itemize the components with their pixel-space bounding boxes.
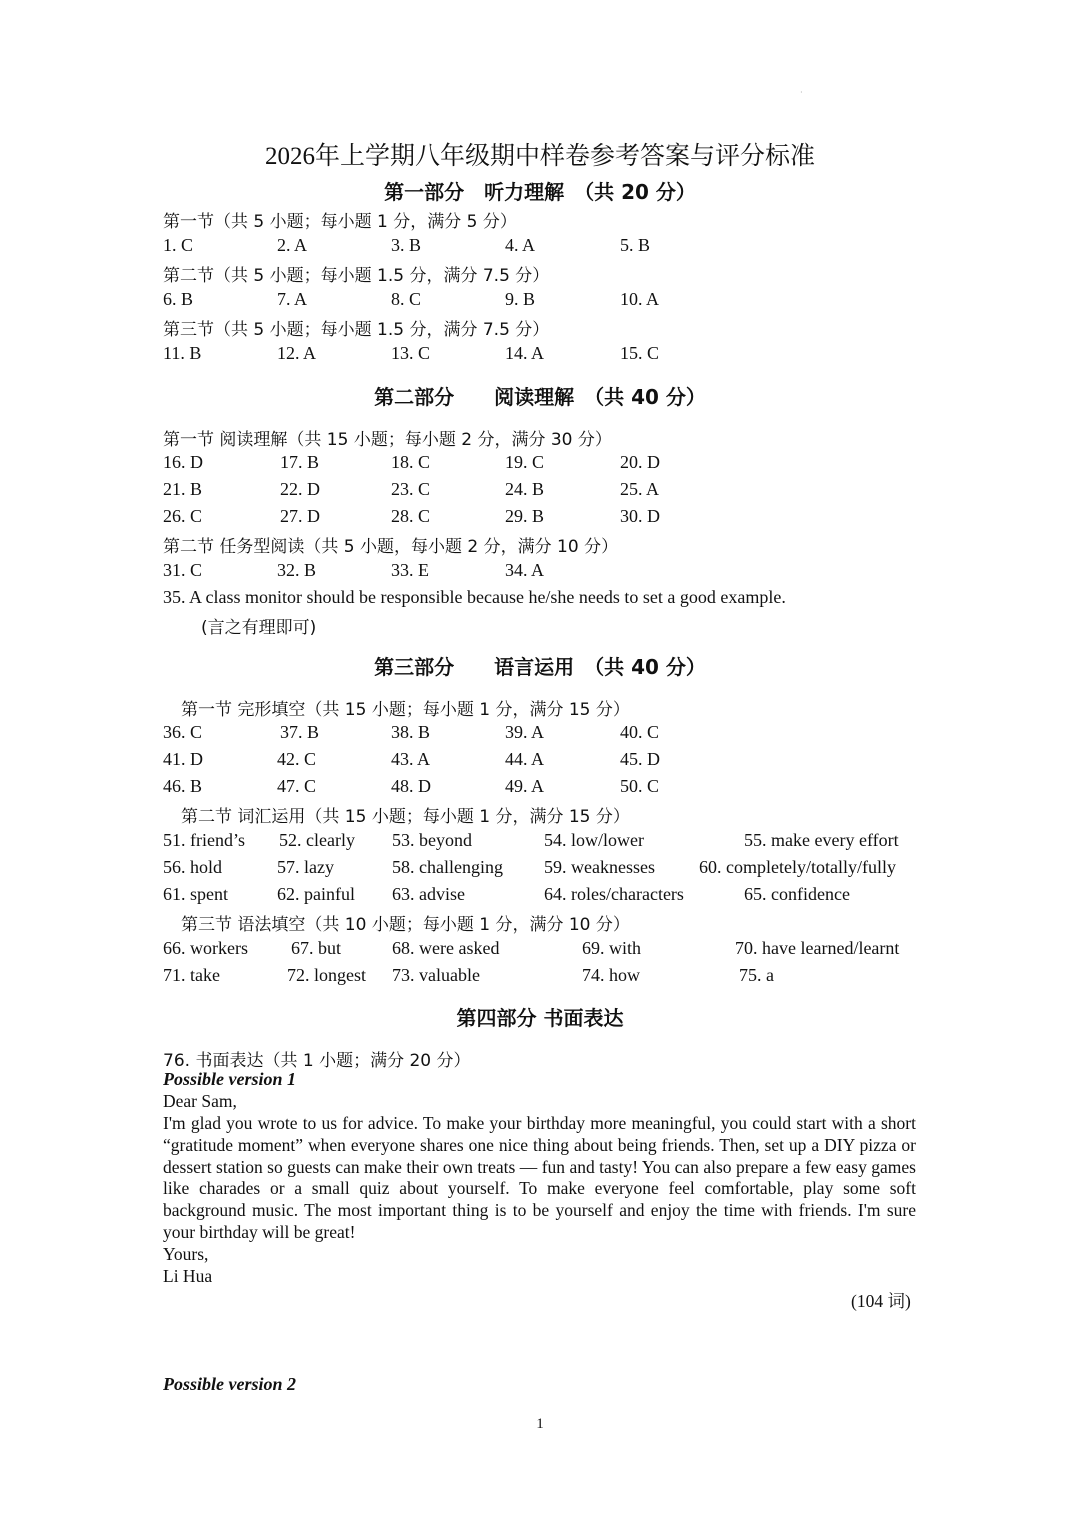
answer: 60. completely/totally/fully <box>699 857 896 877</box>
answer: 20. D <box>620 452 660 472</box>
page-number: 1 <box>536 1416 544 1432</box>
answer: 54. low/lower <box>544 830 644 850</box>
answer-row <box>0 884 1080 908</box>
answer: 11. B <box>163 343 202 363</box>
answer: 57. lazy <box>277 857 334 877</box>
answer: 75. a <box>739 965 774 985</box>
answer: 17. B <box>280 452 320 472</box>
answer-row <box>0 479 1080 503</box>
answer: 28. C <box>391 506 431 526</box>
answer: 49. A <box>505 776 545 796</box>
letter-body: I'm glad you wrote to us for advice. To make your birthday more meaningful, you could start with a short “gratitude moment” when everyone shares one nice thing about being friends. Then, set up a DIY pizza or dessert station so guests can make their own treats — fun and tasty! You can also prepare a few easy games like charades or a small quiz about yourself. To make everyone feel comfortable, play some soft background music. The most important thing is to be yourself and enjoy the time with friends. I'm sure your birthday will be great! <box>163 1113 916 1242</box>
letter-greeting: Dear Sam, <box>163 1091 237 1111</box>
part3-section3: 第三节 语法填空（共 10 小题；每小题 1 分，满分 10 分） <box>181 915 630 935</box>
answer: 69. with <box>582 938 642 958</box>
answer: 33. E <box>391 560 429 580</box>
answer: 5. B <box>620 235 651 255</box>
answer: 55. make every effort <box>744 830 899 850</box>
answer: 65. confidence <box>744 884 850 904</box>
answer: 53. beyond <box>392 830 472 850</box>
answer-row <box>0 938 1080 962</box>
answer: 44. A <box>505 749 545 769</box>
page-title: 2026年上学期八年级期中样卷参考答案与评分标准 <box>264 143 815 170</box>
letter-closing: Yours, <box>163 1244 209 1264</box>
answer: 46. B <box>163 776 203 796</box>
answer: 24. B <box>505 479 545 499</box>
answer: 47. C <box>277 776 317 796</box>
answer: 40. C <box>620 722 660 742</box>
answer: 32. B <box>277 560 317 580</box>
answer: 31. C <box>163 560 203 580</box>
part3-heading: 第三部分 语言运用 （共 40 分） <box>374 655 706 679</box>
q35-note: (言之有理即可) <box>201 618 317 638</box>
answer: 58. challenging <box>392 857 503 877</box>
word-count: (104 词) <box>851 1291 911 1311</box>
answer-row <box>0 830 1080 854</box>
q35-answer: 35. A class monitor should be responsible because he/she needs to set a good example. <box>163 587 786 607</box>
answer: 66. workers <box>163 938 248 958</box>
answer: 10. A <box>620 289 660 309</box>
answer: 61. spent <box>163 884 228 904</box>
answer: 12. A <box>277 343 317 363</box>
answer: 14. A <box>505 343 545 363</box>
answer: 70. have learned/learnt <box>735 938 900 958</box>
part3-section1: 第一节 完形填空（共 15 小题；每小题 1 分，满分 15 分） <box>181 700 630 720</box>
scan-mark: · <box>800 88 803 97</box>
part1-section1: 第一节（共 5 小题；每小题 1 分，满分 5 分） <box>163 212 517 232</box>
part4-heading: 第四部分 书面表达 <box>456 1006 624 1030</box>
answer: 25. A <box>620 479 660 499</box>
answer: 26. C <box>163 506 203 526</box>
answer: 51. friend’s <box>163 830 245 850</box>
answer-row <box>0 343 1080 367</box>
answer-row <box>0 776 1080 800</box>
answer: 23. C <box>391 479 431 499</box>
answer: 22. D <box>280 479 320 499</box>
answer: 45. D <box>620 749 660 769</box>
answer: 30. D <box>620 506 660 526</box>
answer: 21. B <box>163 479 203 499</box>
answer: 52. clearly <box>279 830 355 850</box>
answer: 64. roles/characters <box>544 884 684 904</box>
answer: 19. C <box>505 452 545 472</box>
answer: 18. C <box>391 452 431 472</box>
answer: 37. B <box>280 722 320 742</box>
answer-row <box>0 965 1080 989</box>
answer: 34. A <box>505 560 545 580</box>
answer: 29. B <box>505 506 545 526</box>
answer: 74. how <box>582 965 640 985</box>
answer: 6. B <box>163 289 194 309</box>
letter-signature: Li Hua <box>163 1266 213 1286</box>
answer: 1. C <box>163 235 194 255</box>
answer-row <box>0 506 1080 530</box>
answer: 59. weaknesses <box>544 857 655 877</box>
answer: 72. longest <box>287 965 366 985</box>
answer: 56. hold <box>163 857 223 877</box>
answer: 8. C <box>391 289 422 309</box>
answer: 9. B <box>505 289 536 309</box>
answer: 67. but <box>291 938 342 958</box>
answer: 42. C <box>277 749 317 769</box>
answer-row <box>0 857 1080 881</box>
answer: 43. A <box>391 749 431 769</box>
part1-heading: 第一部分 听力理解 （共 20 分） <box>384 180 696 204</box>
q76-label: 76. 书面表达（共 1 小题；满分 20 分） <box>163 1051 471 1071</box>
answer: 62. painful <box>277 884 355 904</box>
answer: 41. D <box>163 749 203 769</box>
answer: 38. B <box>391 722 431 742</box>
answer-row <box>0 560 1080 584</box>
answer-row <box>0 722 1080 746</box>
answer: 16. D <box>163 452 203 472</box>
version2-label: Possible version 2 <box>163 1374 296 1394</box>
answer: 2. A <box>277 235 308 255</box>
part1-section2: 第二节（共 5 小题；每小题 1.5 分，满分 7.5 分） <box>163 266 550 286</box>
part2-heading: 第二部分 阅读理解 （共 40 分） <box>374 385 706 409</box>
answer: 36. C <box>163 722 203 742</box>
answer: 27. D <box>280 506 320 526</box>
answer: 15. C <box>620 343 660 363</box>
answer: 13. C <box>391 343 431 363</box>
answer: 7. A <box>277 289 308 309</box>
part3-section2: 第二节 词汇运用（共 15 小题；每小题 1 分，满分 15 分） <box>181 807 630 827</box>
part1-section3: 第三节（共 5 小题；每小题 1.5 分，满分 7.5 分） <box>163 320 550 340</box>
answer-row <box>0 749 1080 773</box>
answer: 4. A <box>505 235 536 255</box>
answer-row <box>0 289 1080 313</box>
part2-section1: 第一节 阅读理解（共 15 小题；每小题 2 分，满分 30 分） <box>163 430 612 450</box>
answer: 73. valuable <box>392 965 480 985</box>
answer-row <box>0 452 1080 476</box>
version1-label: Possible version 1 <box>163 1069 296 1089</box>
answer: 3. B <box>391 235 422 255</box>
answer: 48. D <box>391 776 431 796</box>
answer: 39. A <box>505 722 545 742</box>
answer: 68. were asked <box>392 938 500 958</box>
answer-row <box>0 235 1080 259</box>
answer: 63. advise <box>392 884 465 904</box>
answer: 71. take <box>163 965 220 985</box>
answer: 50. C <box>620 776 660 796</box>
part2-section2: 第二节 任务型阅读（共 5 小题，每小题 2 分，满分 10 分） <box>163 537 619 557</box>
